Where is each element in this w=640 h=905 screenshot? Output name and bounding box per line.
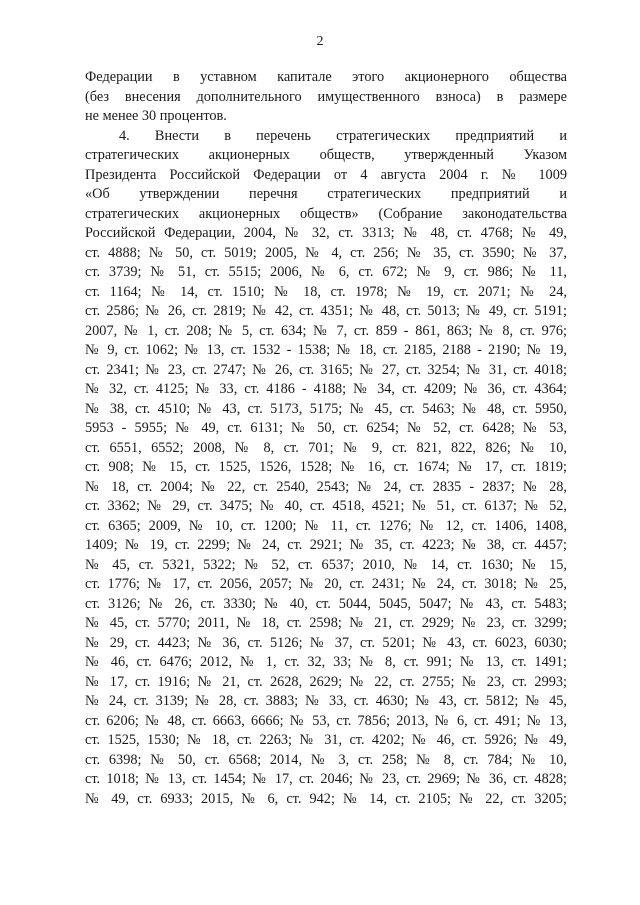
page-number: 2	[316, 34, 324, 49]
text-line: «Об утверждении перечня стратегических предприятий и	[85, 186, 567, 202]
text-line: 1409; № 19, ст. 2299; № 24, ст. 2921; № 35, ст. 4223; № 38, ст. 4457;	[85, 537, 567, 553]
text-line: ст. 1018; № 13, ст. 1454; № 17, ст. 2046; № 23, ст. 2969; № 36, ст. 4828;	[85, 771, 567, 787]
text-line: ст. 6206; № 48, ст. 6663, 6666; № 53, ст. 7856; 2013, № 6, ст. 491; № 13,	[85, 712, 567, 729]
text-line: № 46, ст. 6476; 2012, № 1, ст. 32, 33; № 8, ст. 991; № 13, ст. 1491;	[85, 654, 567, 670]
text-line: ст. 6398; № 50, ст. 6568; 2014, № 3, ст. 258; № 8, ст. 784; № 10,	[85, 751, 567, 768]
text-line: ст. 2586; № 26, ст. 2819; № 42, ст. 4351; № 48, ст. 5013; № 49, ст. 5191;	[85, 303, 567, 319]
paragraph-start-line: 4. Внести в перечень стратегических предприятий и	[119, 127, 567, 144]
text-line: (без внесения дополнительного имущественного взноса) в размере	[85, 88, 567, 105]
text-line: № 45, ст. 5770; 2011, № 18, ст. 2598; № 21, ст. 2929; № 23, ст. 3299;	[85, 615, 567, 631]
text-line: стратегических акционерных обществ, утвержденный Указом	[85, 147, 567, 163]
text-line: Федерации в уставном капитале этого акционерного общества	[85, 69, 567, 85]
text-line: № 49, ст. 6933; 2015, № 6, ст. 942; № 14, ст. 2105; № 22, ст. 3205;	[85, 790, 567, 807]
text-line: ст. 1525, 1530; № 18, ст. 2263; № 31, ст. 4202; № 46, ст. 5926; № 49,	[85, 732, 567, 748]
text-line: не менее 30 процентов.	[85, 108, 227, 124]
text-line: ст. 6551, 6552; 2008, № 8, ст. 701; № 9, ст. 821, 822, 826; № 10,	[85, 439, 567, 456]
text-line: ст. 2341; № 23, ст. 2747; № 26, ст. 3165; № 27, ст. 3254; № 31, ст. 4018;	[85, 361, 567, 378]
text-line: ст. 3362; № 29, ст. 3475; № 40, ст. 4518, 4521; № 51, ст. 6137; № 52,	[85, 498, 567, 514]
text-line: № 38, ст. 4510; № 43, ст. 5173, 5175; № 45, ст. 5463; № 48, ст. 5950,	[85, 400, 567, 417]
text-line: № 32, ст. 4125; № 33, ст. 4186 - 4188; № 34, ст. 4209; № 36, ст. 4364;	[85, 381, 567, 397]
text-line: ст. 6365; 2009, № 10, ст. 1200; № 11, ст. 1276; № 12, ст. 1406, 1408,	[85, 517, 567, 534]
text-line: 2007, № 1, ст. 208; № 5, ст. 634; № 7, ст. 859 - 861, 863; № 8, ст. 976;	[85, 322, 567, 339]
text-line: 5953 - 5955; № 49, ст. 6131; № 50, ст. 6254; № 52, ст. 6428; № 53,	[85, 420, 567, 436]
text-line: стратегических акционерных обществ» (Собрание законодательства	[85, 205, 567, 222]
text-line: № 29, ст. 4423; № 36, ст. 5126; № 37, ст. 5201; № 43, ст. 6023, 6030;	[85, 634, 567, 651]
text-line: № 24, ст. 3139; № 28, ст. 3883; № 33, ст. 4630; № 43, ст. 5812; № 45,	[85, 693, 567, 709]
text-line: № 45, ст. 5321, 5322; № 52, ст. 6537; 2010, № 14, ст. 1630; № 15,	[85, 556, 567, 573]
text-line: ст. 4888; № 50, ст. 5019; 2005, № 4, ст. 256; № 35, ст. 3590; № 37,	[85, 244, 567, 261]
text-line: Президента Российской Федерации от 4 августа 2004 г. № 1009	[85, 166, 567, 183]
text-line: № 9, ст. 1062; № 13, ст. 1532 - 1538; № 18, ст. 2185, 2188 - 2190; № 19,	[85, 342, 567, 358]
text-line: Российской Федерации, 2004, № 32, ст. 3313; № 48, ст. 4768; № 49,	[85, 225, 567, 241]
text-line: ст. 1164; № 14, ст. 1510; № 18, ст. 1978; № 19, ст. 2071; № 24,	[85, 283, 567, 300]
text-line: ст. 1776; № 17, ст. 2056, 2057; № 20, ст. 2431; № 24, ст. 3018; № 25,	[85, 576, 567, 592]
text-line: ст. 3126; № 26, ст. 3330; № 40, ст. 5044, 5045, 5047; № 43, ст. 5483;	[85, 595, 567, 612]
text-line: ст. 3739; № 51, ст. 5515; 2006, № 6, ст. 672; № 9, ст. 986; № 11,	[85, 264, 567, 280]
body-text	[85, 68, 567, 809]
text-line: ст. 908; № 15, ст. 1525, 1526, 1528; № 16, ст. 1674; № 17, ст. 1819;	[85, 459, 567, 475]
text-line: № 18, ст. 2004; № 22, ст. 2540, 2543; № 24, ст. 2835 - 2837; № 28,	[85, 478, 567, 495]
text-line: № 17, ст. 1916; № 21, ст. 2628, 2629; № 22, ст. 2755; № 23, ст. 2993;	[85, 673, 567, 690]
